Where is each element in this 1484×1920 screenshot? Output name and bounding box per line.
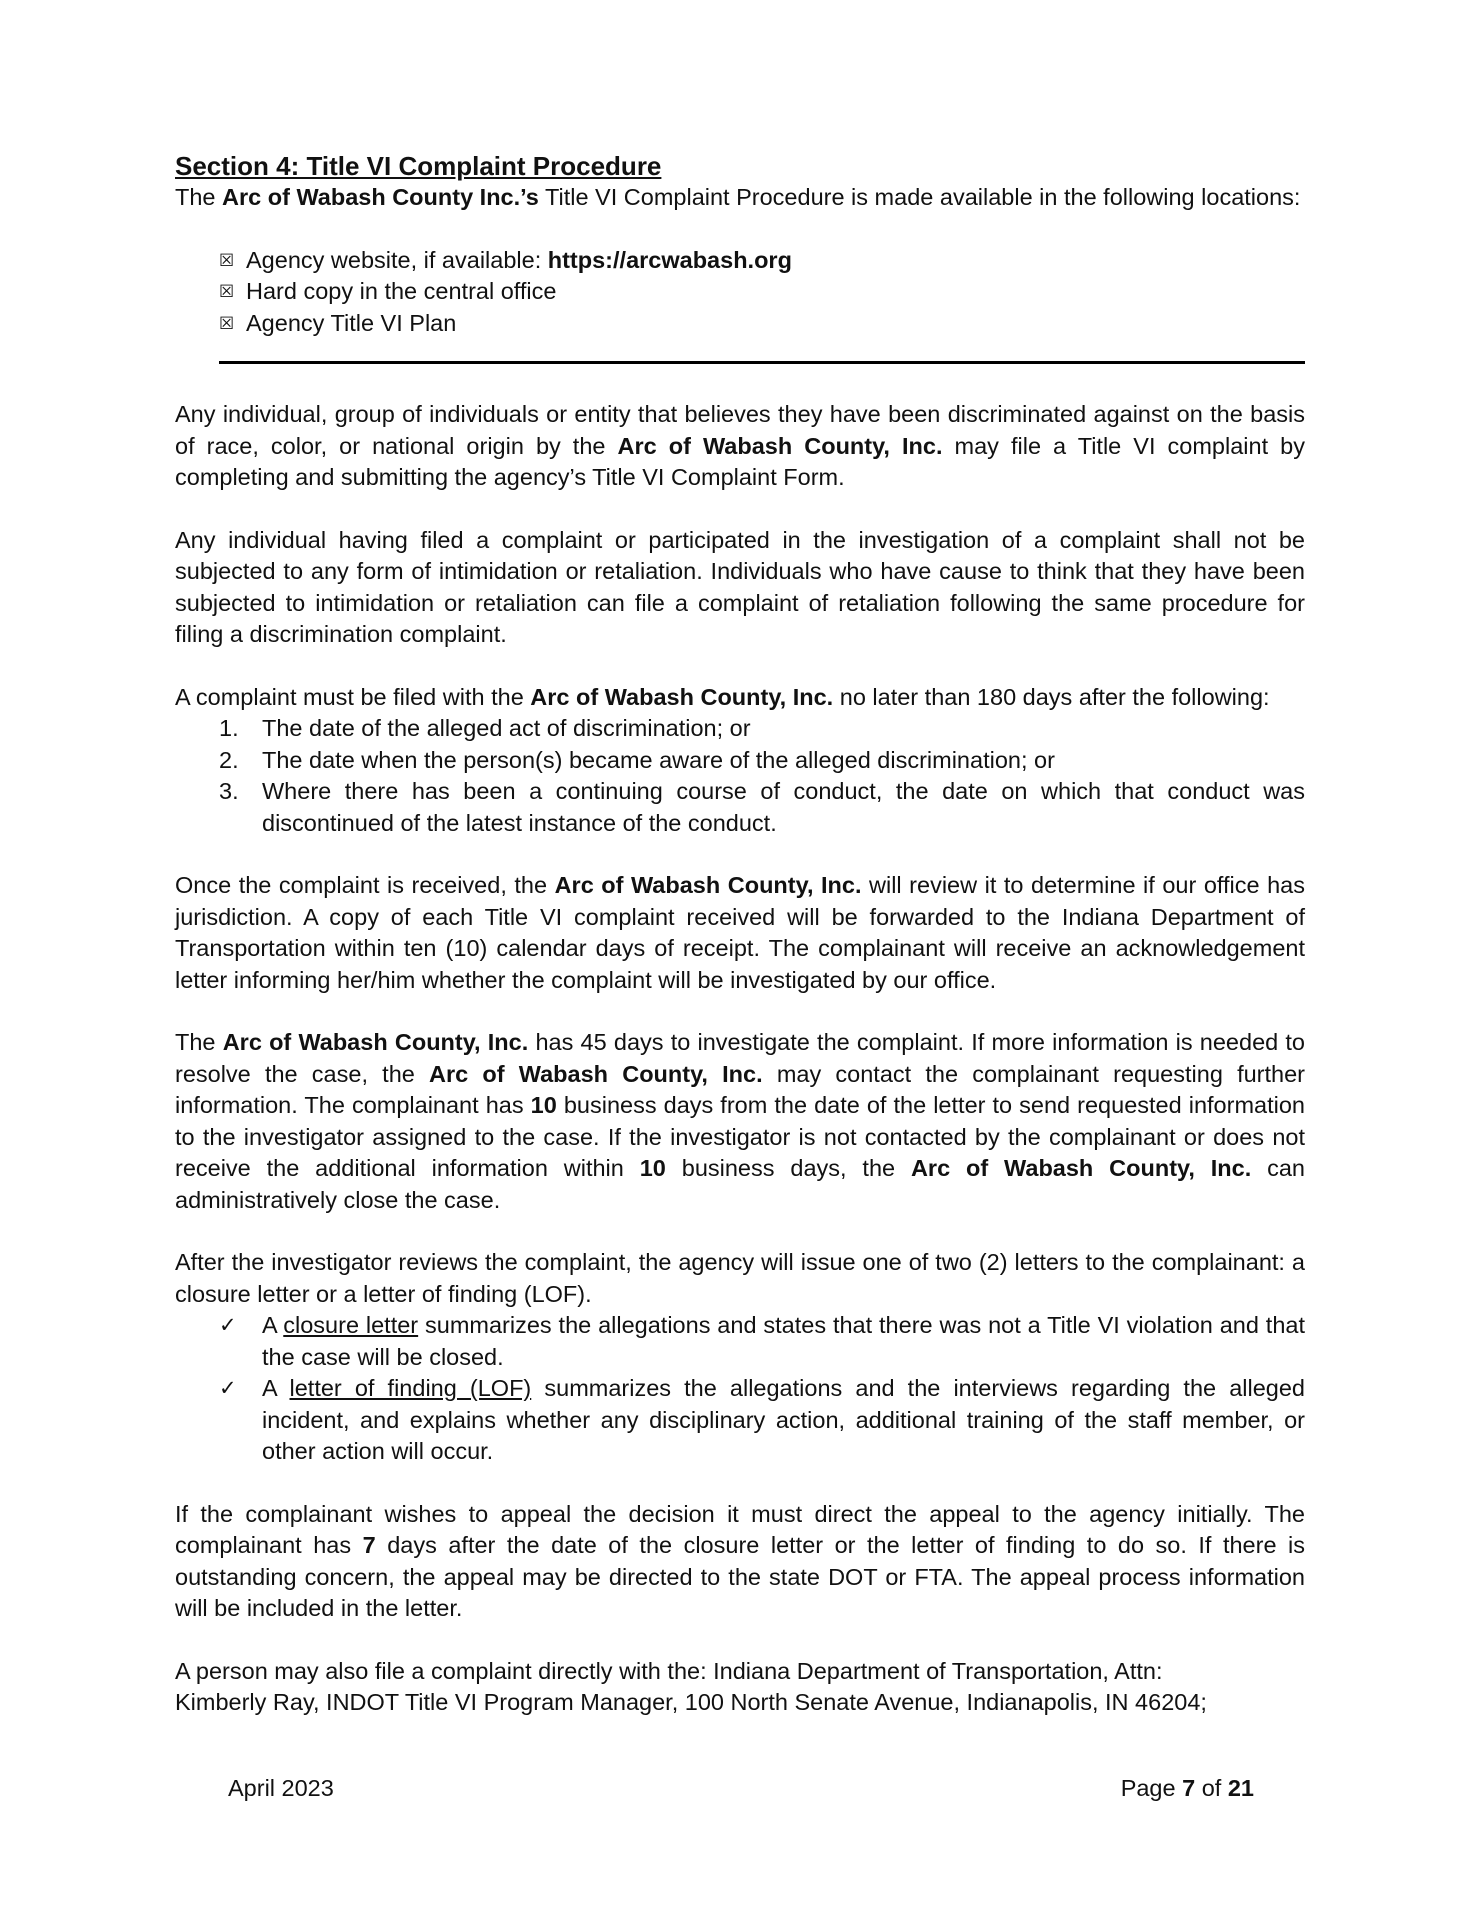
location-item: ☒ Agency Title VI Plan [219,308,1305,340]
investigation-paragraph: The Arc of Wabash County, Inc. has 45 days to investigate the complaint. If more information is needed to resolve the case, the Arc of Wabash County, Inc. may contact the complainant requesting further information. The complainant has 10 business days from the date of the letter to send requested information to the investigator assigned to the case. If the investigator is not contacted by the complainant or does not receive the additional information within 10 business days, the Arc of Wabash County, Inc. can administratively close the case. [175,1029,1305,1213]
letters-list [175,1310,1305,1468]
list-item: ✓ A closure letter summarizes the allegations and states that there was not a Title VI violation and that the case will be closed. [219,1310,1305,1373]
list-item: 3. Where there has been a continuing course of conduct, the date on which that conduct was discontinued of the latest instance of the conduct. [219,778,1305,836]
checked-box-icon: ☒ [219,313,235,333]
deadline-conditions-list [175,713,1305,839]
intro-paragraph: The Arc of Wabash County Inc.’s Title VI Complaint Procedure is made available in the following locations: [175,184,1301,210]
website-link[interactable]: https://arcwabash.org [547,246,792,273]
checkmark-icon: ✓ [219,1377,237,1400]
list-item: 1. The date of the alleged act of discrimination; or [219,715,751,741]
document-page [175,150,1305,1719]
list-item: ✓ A letter of finding (LOF) summarizes the allegations and the interviews regarding the alleged incident, and explains whether any disciplinary action, additional training of the staff member, or other action will occur. [219,1373,1305,1468]
location-item: ☒ Hard copy in the central office [219,276,1305,308]
eligibility-paragraph: Any individual, group of individuals or entity that believes they have been discriminated against on the basis of race, color, or national origin by the Arc of Wabash County, Inc. may file a Title VI complaint by completing and submitting the agency’s Title VI Complaint Form. [175,401,1305,490]
page-footer [228,1775,1254,1802]
org-name: Arc of Wabash County Inc.’s [222,184,539,210]
retaliation-paragraph: Any individual having filed a complaint or participated in the investigation of a complaint shall not be subjected to any form of intimidation or retaliation. Individuals who have cause to think that they have been subjected to intimidation or retaliation can file a complaint of retaliation following the same procedure for filing a discrimination complaint. [175,526,1305,647]
list-item: 2. The date when the person(s) became aware of the alleged discrimination; or [219,746,1055,773]
filing-deadline-paragraph: A complaint must be filed with the Arc of Wabash County, Inc. no later than 180 days after the following: [175,683,1270,710]
checked-box-icon: ☒ [219,250,235,270]
letters-paragraph: After the investigator reviews the complaint, the agency will issue one of two (2) letters to the complainant: a closure letter or a letter of finding (LOF). [175,1249,1305,1307]
checkmark-icon: ✓ [219,1314,237,1337]
appeal-paragraph: If the complainant wishes to appeal the decision it must direct the appeal to the agency initially. The complainant has 7 days after the date of the closure letter or the letter of finding to do so. If there is outstanding concern, the appeal may be directed to the state DOT or FTA. The appeal process information will be included in the letter. [175,1500,1305,1621]
checked-box-icon: ☒ [219,282,235,301]
location-item: ☒ Agency website, if available: https://arcwabash.org [219,245,1305,277]
section-title: Section 4: Title VI Complaint Procedure [175,151,662,181]
review-paragraph: Once the complaint is received, the Arc of Wabash County, Inc. will review it to determine if our office has jurisdiction. A copy of each Title VI complaint received will be forwarded to the Indiana Department of Transportation within ten (10) calendar days of receipt. The complainant will receive an acknowledgement letter informing her/him whether the complaint will be investigated by our office. [175,872,1305,993]
footer-date: April 2023 [228,1775,334,1801]
page-number: Page 7 of 21 [1120,1775,1254,1801]
locations-list [175,245,1305,340]
direct-filing-paragraph: A person may also file a complaint directly with the: Indiana Department of Transportation, Attn: Kimberly Ray, INDOT Title VI Program Manager, 100 North Senate Avenue, Indianapolis, IN 46204; [175,1657,1207,1715]
